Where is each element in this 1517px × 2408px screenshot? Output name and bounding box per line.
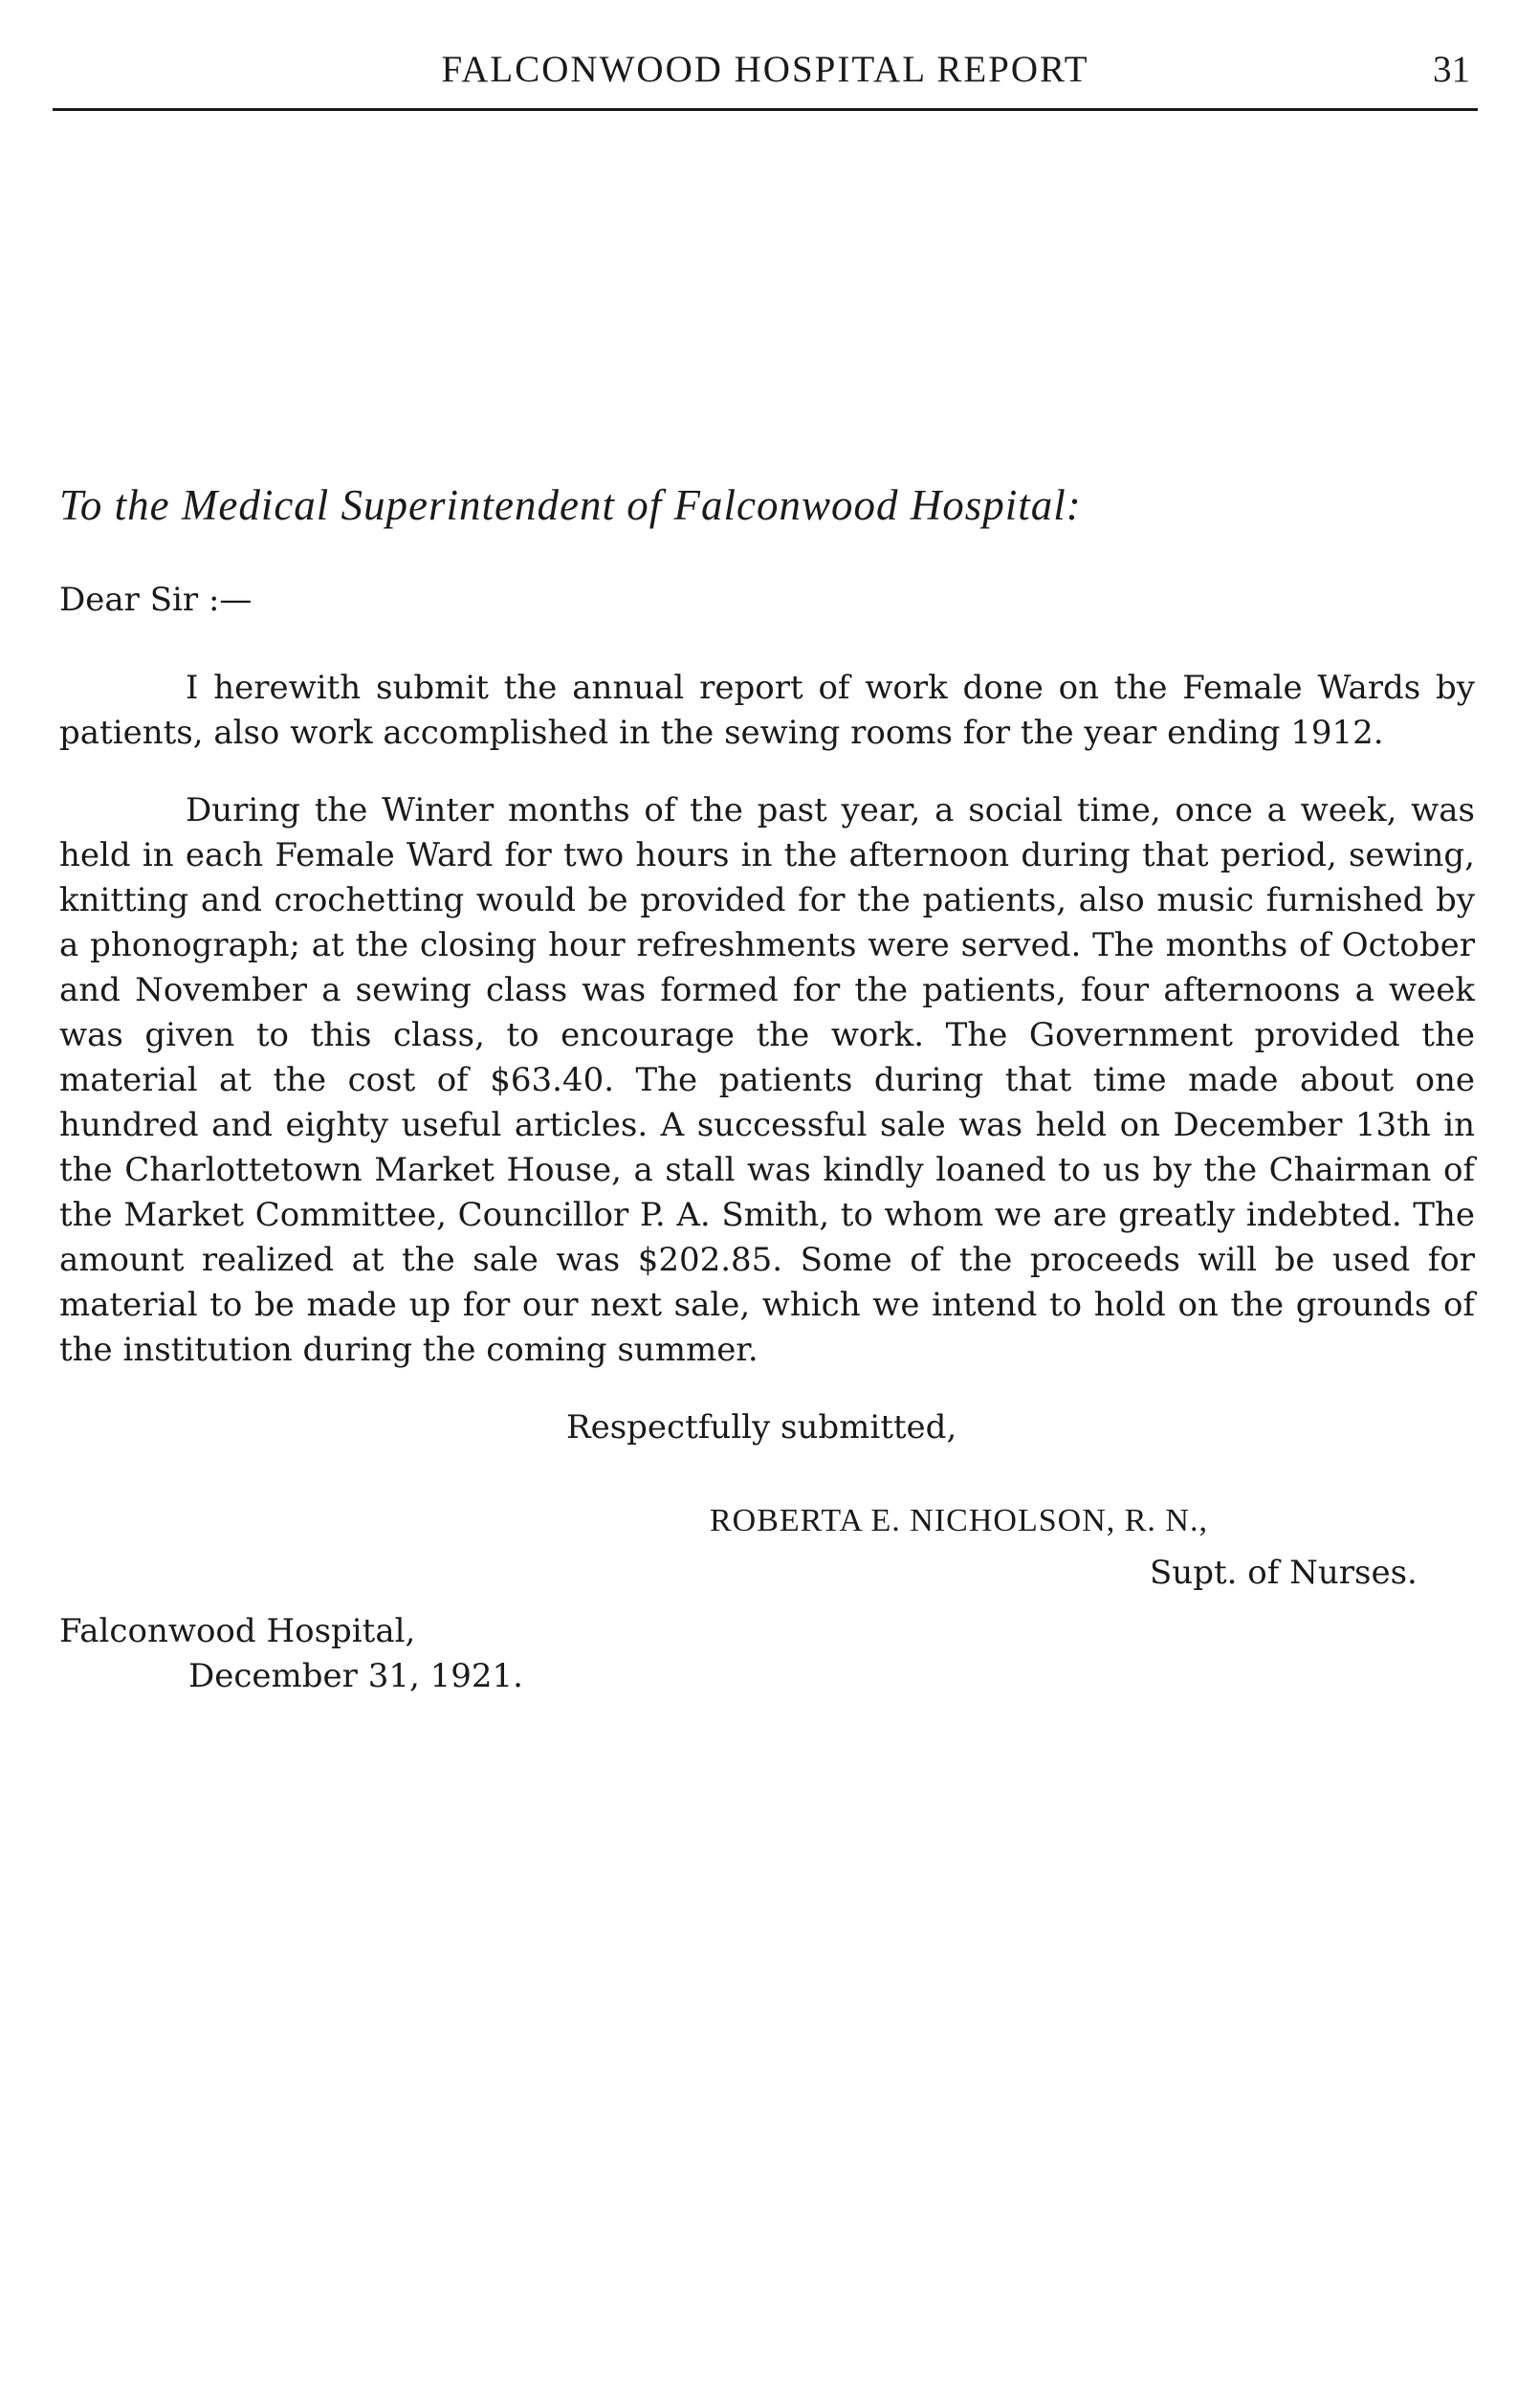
closing: Respectfully submitted, (566, 1408, 957, 1447)
paragraph-1: I herewith submit the annual report of work done on the Female Wards by patients, also work accomplished in the sewing rooms for the year ending 1912. (59, 669, 1475, 752)
letter-body (59, 483, 1475, 1699)
running-title: FALCONWOOD HOSPITAL REPORT (441, 49, 1089, 90)
greeting: Dear Sir :— (59, 581, 253, 619)
date-line: December 31, 1921. (188, 1657, 523, 1695)
signatory-name: ROBERTA E. NICHOLSON, R. N., (710, 1503, 1208, 1538)
addressee-line: To the Medical Superintendent of Falconwood Hospital: (59, 481, 1082, 529)
paragraph-2: During the Winter months of the past year, a social time, once a week, was held in each Female Ward for two hours in the afternoon during that period, sewing, knitting and crochetting would be provided for the patients, also music furnished by a phonograph; at the closing hour refreshments were served. The months of October and November a sewing class was formed for the patients, four afternoons a week was given to this class, to encourage the work. The Government provided the material at the cost of $63.40. The patients during that time made about one hundred and eighty useful articles. A successful sale was held on December 13th in the Charlottetown Market House, a stall was kindly loaned to us by the Chairman of the Market Committee, Councillor P. A. Smith, to whom we are greatly indebted. The amount realized at the sale was $202.85. Some of the proceeds will be used for material to be made up for our next sale, which we intend to hold on the grounds of the institution during the coming summer. (59, 791, 1475, 1369)
page-number: 31 (1433, 49, 1470, 90)
header-rule (53, 108, 1478, 111)
place-line: Falconwood Hospital, (59, 1612, 416, 1650)
running-header (53, 48, 1478, 115)
signatory-title: Supt. of Nurses. (1150, 1554, 1418, 1592)
